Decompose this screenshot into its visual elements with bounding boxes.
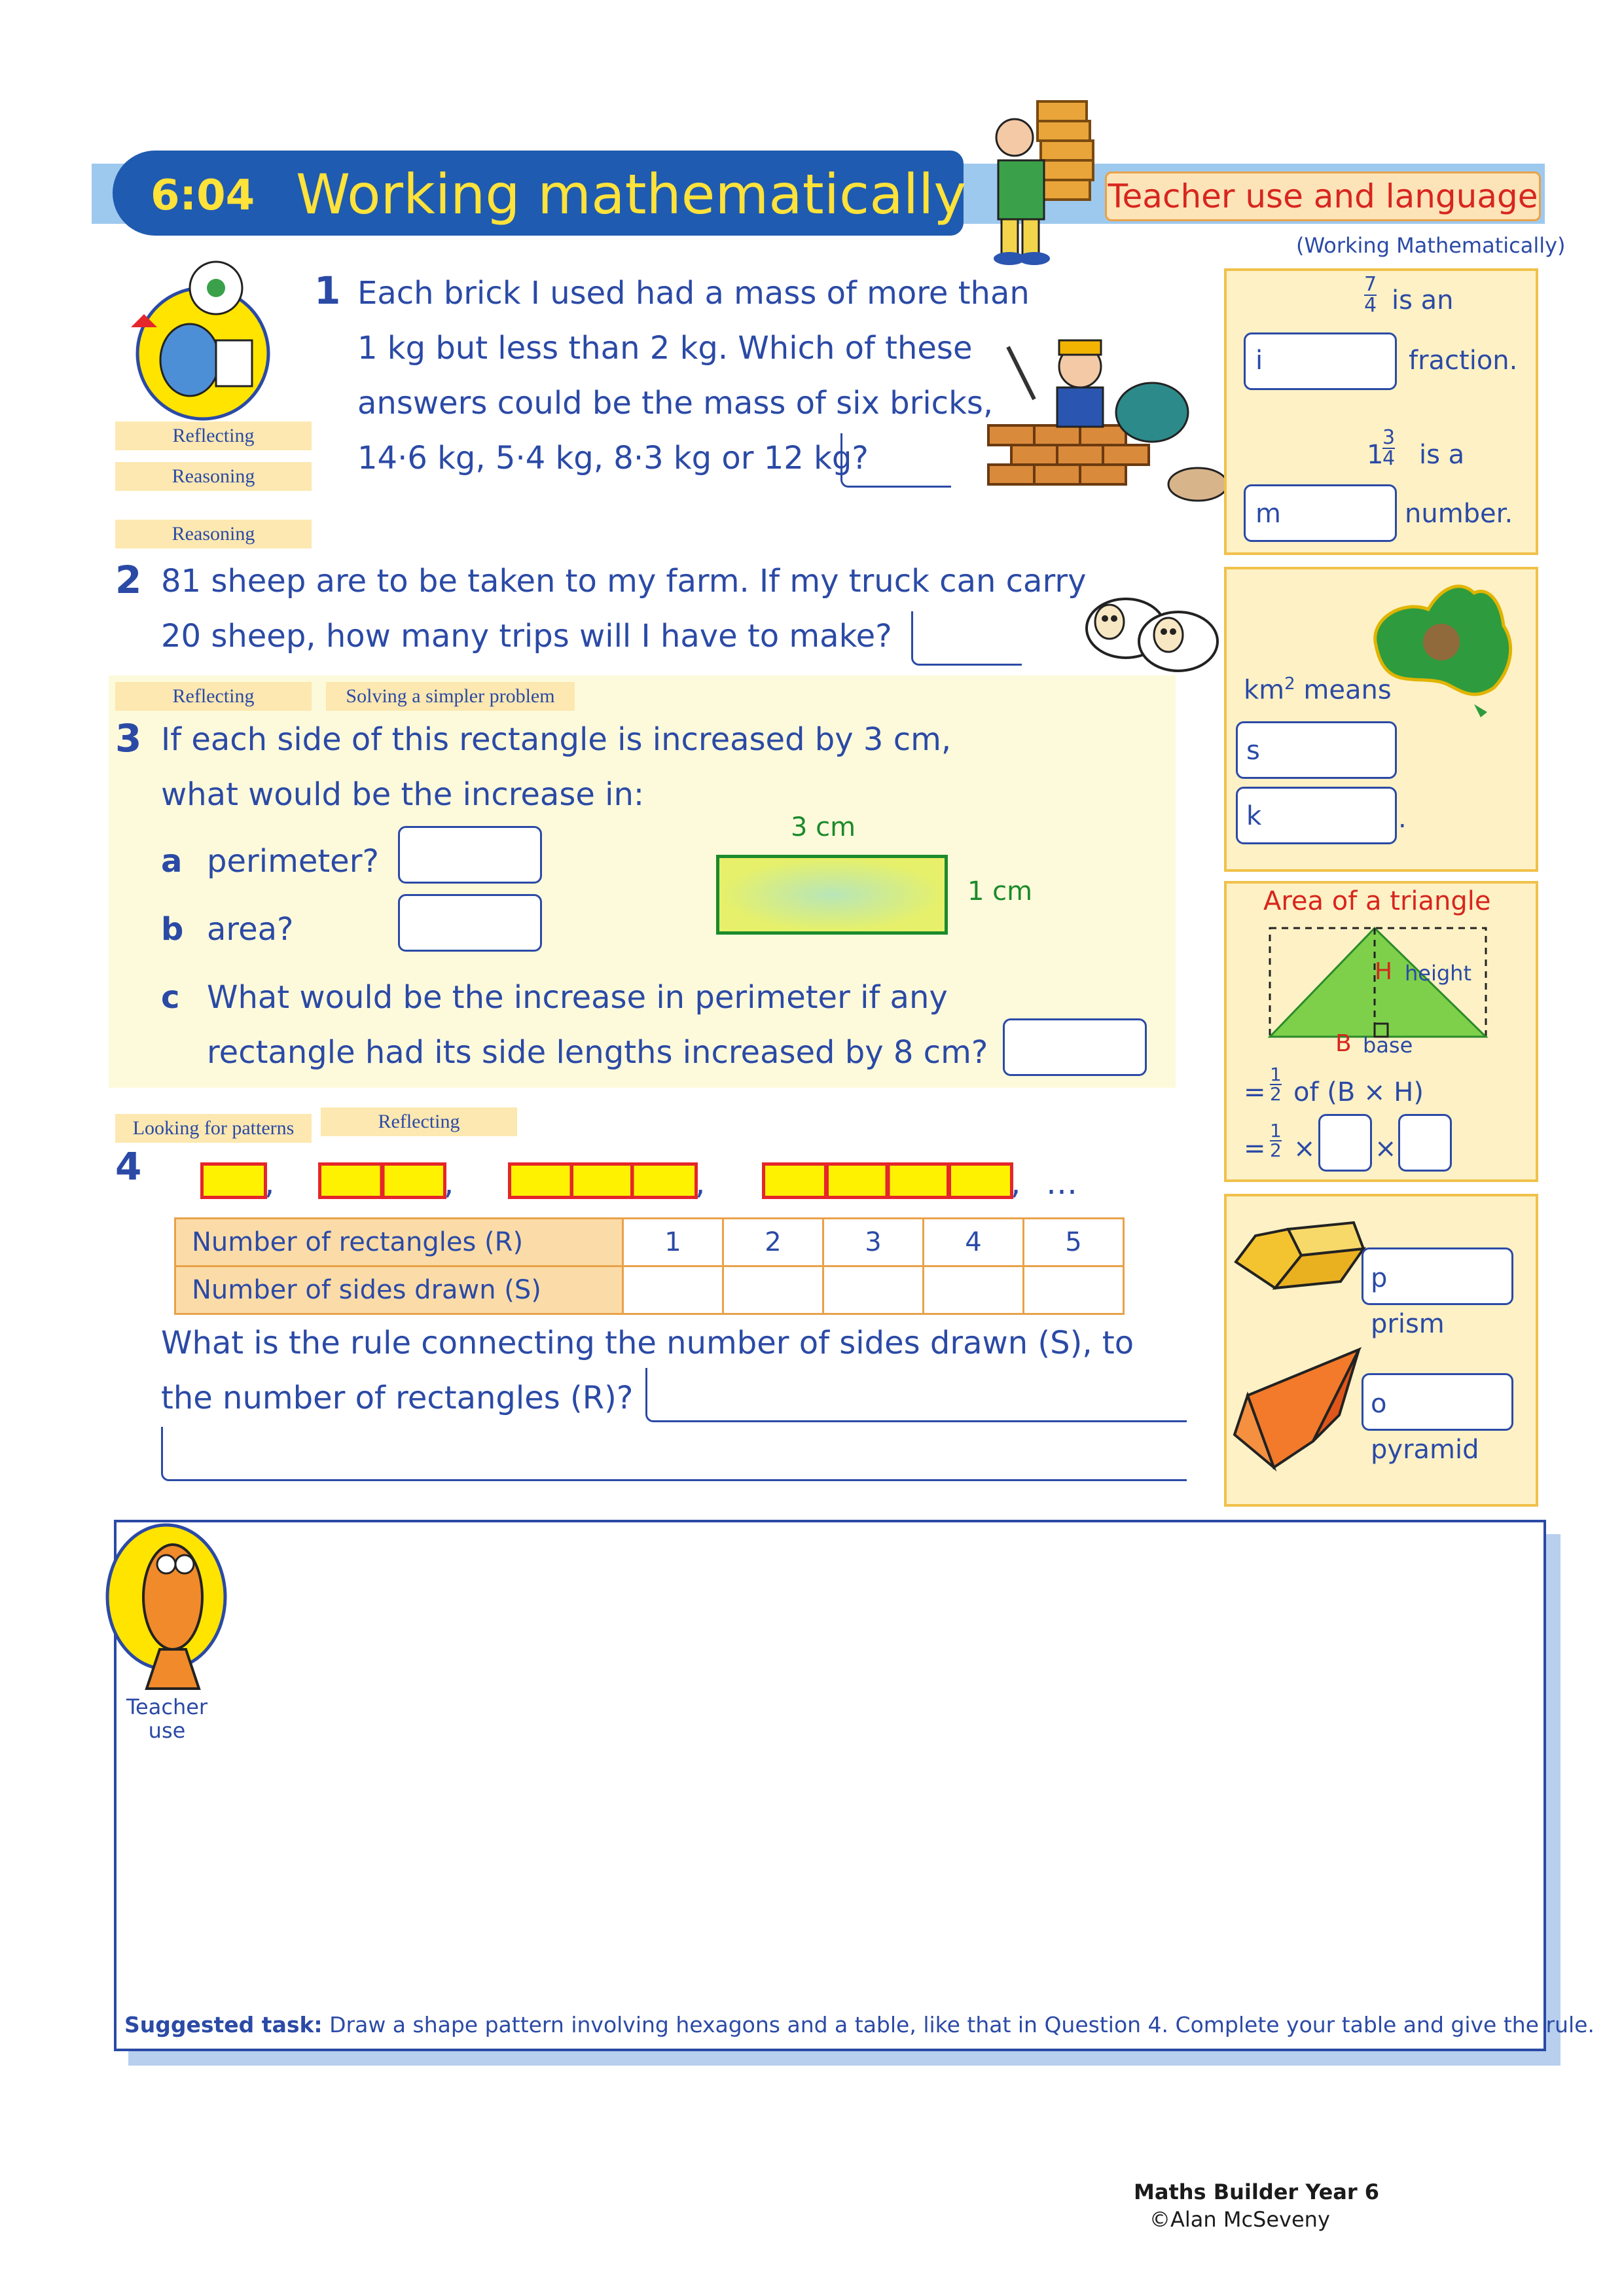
triangle-base-label: base: [1363, 1033, 1413, 1058]
fraction-numerator: 1: [1270, 1064, 1282, 1085]
bricklayer-illustration: [982, 327, 1231, 511]
tag-solving-simpler-problem: Solving a simpler problem: [326, 682, 575, 711]
question-4-answer-line[interactable]: [645, 1368, 1187, 1422]
table-cell: 3: [823, 1219, 924, 1266]
table-cell: 5: [1024, 1219, 1124, 1266]
pattern-comma: ,: [444, 1165, 454, 1202]
question-4-line: the number of rectangles (R)?: [161, 1380, 634, 1416]
fraction-1-3-4: [1382, 428, 1395, 469]
builder-carrying-bricks-illustration: [975, 98, 1106, 268]
fraction-word: fraction.: [1409, 346, 1518, 376]
question-4-line: What is the rule connecting the number of sides drawn (S), to: [161, 1325, 1134, 1361]
table-row: [175, 1219, 1124, 1266]
pattern-3-rectangles: [508, 1162, 698, 1199]
table-answer-cell[interactable]: [623, 1266, 723, 1314]
rect-width-label: 3 cm: [791, 812, 856, 842]
triangle-title: Area of a triangle: [1263, 886, 1491, 916]
tag-reflecting: Reflecting: [321, 1107, 517, 1136]
question-1-answer-box[interactable]: [840, 433, 951, 488]
input-letter: i: [1255, 346, 1263, 376]
triangle-height-label: height: [1405, 961, 1471, 986]
question-3b-answer-box[interactable]: [398, 894, 542, 952]
table-header-rectangles: Number of rectangles (R): [175, 1219, 623, 1266]
fraction-word: number.: [1405, 499, 1513, 529]
question-3a-label: a: [161, 843, 183, 880]
teacher-use-box[interactable]: [114, 1520, 1546, 2051]
fraction-numerator: 3: [1382, 426, 1396, 449]
question-1-line: Each brick I used had a mass of more than: [357, 275, 1030, 312]
tag-looking-for-patterns: Looking for patterns: [115, 1114, 312, 1143]
footer-book: Maths Builder Year 6: [1134, 2179, 1380, 2204]
input-letter: p: [1371, 1263, 1388, 1293]
fraction-suffix: is a: [1419, 440, 1465, 470]
suggested-task-label: Suggested task:: [124, 2012, 323, 2037]
km-dot: .: [1398, 804, 1407, 834]
fraction-denominator: 4: [1364, 294, 1377, 317]
formula-times: ×: [1293, 1134, 1316, 1164]
input-letter: o: [1371, 1389, 1387, 1419]
table-answer-cell[interactable]: [1024, 1266, 1124, 1314]
working-mathematically-note: (Working Mathematically): [1296, 233, 1566, 258]
prism-word: prism: [1371, 1309, 1445, 1339]
table-row: [175, 1266, 1124, 1314]
fish-character-icon: [101, 1499, 238, 1695]
question-2-line: 81 sheep are to be taken to my farm. If my truck can carry: [161, 563, 1087, 600]
question-1-line: answers could be the mass of six bricks,: [357, 385, 994, 422]
table-cell: 1: [623, 1219, 723, 1266]
question-4-number: 4: [115, 1144, 142, 1189]
input-letter: m: [1255, 499, 1281, 529]
formula-input-1[interactable]: [1318, 1114, 1372, 1172]
formula-text: of (B × H): [1293, 1077, 1424, 1107]
pattern-comma: ,: [1011, 1165, 1021, 1202]
pattern-1-rectangles: [200, 1162, 267, 1199]
question-3-line: If each side of this rectangle is increased by 3 cm,: [161, 721, 952, 758]
question-3b-label: b: [161, 911, 184, 948]
question-1-line: 14·6 kg, 5·4 kg, 8·3 kg or 12 kg?: [357, 440, 869, 476]
formula-equals: =: [1244, 1077, 1266, 1107]
formula-times: ×: [1375, 1134, 1397, 1164]
suggested-task-text: Draw a shape pattern involving hexagons and a table, like that in Question 4. Complete your table and give the rule.: [329, 2012, 1595, 2037]
fraction-suffix: is an: [1392, 285, 1454, 315]
fraction-numerator: 1: [1270, 1120, 1282, 1141]
question-3a-text: perimeter?: [207, 843, 379, 880]
fraction-numerator: 7: [1364, 273, 1377, 296]
pentagonal-prism-icon: [1229, 1216, 1367, 1301]
formula-input-2[interactable]: [1398, 1114, 1452, 1172]
question-2-answer-box[interactable]: [911, 611, 1022, 666]
question-3a-answer-box[interactable]: [398, 826, 542, 884]
table-cell: 4: [924, 1219, 1024, 1266]
pattern-comma: ,: [695, 1165, 706, 1202]
km-text: km: [1244, 675, 1285, 706]
question-1-number: 1: [314, 268, 341, 313]
triangle-B: B: [1335, 1030, 1352, 1057]
formula-equals: =: [1244, 1134, 1266, 1164]
footer-author: ©Alan McSeveny: [1149, 2207, 1330, 2232]
question-3c-line: What would be the increase in perimeter if any: [207, 979, 948, 1016]
table-answer-cell[interactable]: [924, 1266, 1024, 1314]
square-input[interactable]: [1236, 721, 1397, 779]
pattern-comma: ,: [264, 1165, 275, 1202]
mixed-whole: 1: [1367, 440, 1384, 470]
pyramid-icon: [1228, 1343, 1365, 1474]
table-answer-cell[interactable]: [823, 1266, 924, 1314]
km-label: [1244, 674, 1392, 705]
formula-half: [1270, 1066, 1282, 1103]
question-3-number: 3: [115, 716, 142, 761]
question-3c-line: rectangle had its side lengths increased by 8 cm?: [207, 1034, 988, 1071]
table-answer-cell[interactable]: [723, 1266, 823, 1314]
question-3b-text: area?: [207, 911, 294, 948]
question-4-answer-line-2[interactable]: [161, 1427, 1187, 1481]
input-letter: k: [1246, 801, 1262, 831]
question-2-line: 20 sheep, how many trips will I have to make?: [161, 618, 892, 655]
km-superscript: 2: [1284, 674, 1295, 694]
rectangle-diagram: [716, 855, 948, 935]
question-1-line: 1 kg but less than 2 kg. Which of these: [357, 330, 973, 367]
fraction-denominator: 2: [1270, 1139, 1282, 1161]
tag-reasoning: Reasoning: [115, 462, 312, 491]
triangle-H: H: [1375, 958, 1393, 985]
question-3-line: what would be the increase in:: [161, 776, 645, 813]
rect-height-label: 1 cm: [967, 876, 1033, 906]
teacher-use-tab[interactable]: Teacher use and language: [1105, 171, 1541, 221]
pattern-4-rectangles: [762, 1162, 1013, 1199]
unit-number: 6:04: [151, 171, 255, 220]
fraction-7-4: [1364, 275, 1377, 315]
fraction-denominator: 4: [1382, 447, 1396, 470]
tag-reflecting: Reflecting: [115, 682, 312, 711]
table-cell: 2: [723, 1219, 823, 1266]
tag-reflecting: Reflecting: [115, 422, 312, 450]
fraction-denominator: 2: [1270, 1083, 1282, 1105]
question-2-number: 2: [115, 558, 142, 602]
pattern-ellipsis: …: [1046, 1165, 1077, 1202]
pyramid-word: pyramid: [1371, 1435, 1479, 1465]
question-3c-answer-box[interactable]: [1003, 1018, 1147, 1076]
pattern-2-rectangles: [318, 1162, 446, 1199]
table-header-sides: Number of sides drawn (S): [175, 1266, 623, 1314]
tag-reasoning: Reasoning: [115, 520, 312, 548]
input-letter: s: [1246, 736, 1260, 766]
page-title: Working mathematically: [296, 162, 967, 226]
question-3c-label: c: [161, 979, 180, 1016]
improper-fraction-input[interactable]: [1244, 332, 1397, 390]
teacher-use-label: Teacher use: [126, 1695, 208, 1743]
pattern-table: [174, 1217, 1125, 1315]
pencil-thinking-character-icon: [118, 255, 288, 425]
suggested-task: [124, 2012, 1595, 2037]
formula-half: [1270, 1122, 1282, 1160]
km-means: means: [1303, 675, 1392, 706]
